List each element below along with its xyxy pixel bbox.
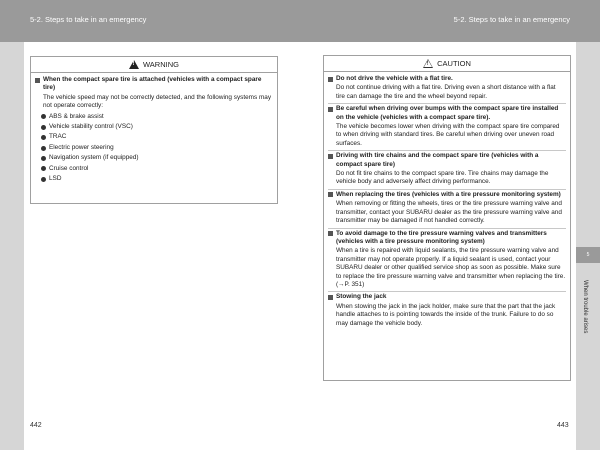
caution-item-title: Stowing the jack (328, 293, 566, 301)
caution-header (324, 56, 570, 72)
caution-item-title: Do not drive the vehicle with a flat tire. (328, 75, 566, 83)
warning-bullet: TRAC (35, 133, 273, 141)
warning-box (30, 56, 278, 204)
caution-item-text: When a tire is repaired with liquid sealants, the tire pressure warning valve and transmitter may not operate properly. If a liquid sealant is used, contact your SUBARU dealer or other qualified service shop as soon as possible. Make sure to replace the tire pressure warning valve and transmitter when replacing the tire. (→P. 351) (336, 247, 566, 288)
caution-item-text: The vehicle becomes lower when driving with the compact spare tire compared to when driving with standard tires. Be careful when driving over uneven road surfaces. (336, 123, 560, 147)
chapter-tab-label: When trouble arises (582, 280, 588, 334)
warning-body (31, 73, 277, 183)
warning-bullet: Vehicle stability control (VSC) (35, 123, 273, 131)
caution-body (324, 72, 570, 328)
bullet-dot-icon (41, 135, 46, 140)
caution-triangle-icon (423, 59, 433, 68)
square-bullet-icon (328, 77, 333, 82)
warning-heading: WARNING (143, 60, 179, 69)
left-header-title: 5-2. Steps to take in an emergency (30, 15, 147, 24)
warning-item-title: When the compact spare tire is attached (vehicles with a compact spare tire) (35, 76, 273, 93)
chapter-tab: 5 (576, 247, 600, 263)
square-bullet-icon (328, 192, 333, 197)
caution-divider (328, 228, 566, 229)
left-page-edge (0, 42, 24, 450)
bullet-dot-icon (41, 166, 46, 171)
warning-bullet: LSD (35, 175, 273, 183)
bullet-dot-icon (41, 114, 46, 119)
caution-item-title: Driving with tire chains and the compact spare tire (vehicles with a compact spare tire) (328, 152, 566, 169)
warning-item-text: The vehicle speed may not be correctly detected, and the following systems may not operate correctly: (43, 93, 272, 110)
right-page-number: 443 (557, 422, 569, 429)
caution-item-text: When stowing the jack in the jack holder, make sure that the part that the jack handle attaches to is pointing towards the inside of the trunk. Failure to do so may damage the vehicle body. (336, 302, 556, 327)
warning-triangle-icon (129, 60, 139, 69)
square-bullet-icon (328, 231, 333, 236)
caution-item-title: Be careful when driving over bumps with the compact spare tire installed on the vehicle (vehicles with a compact spare tire). (328, 105, 566, 122)
right-page-edge (576, 42, 600, 450)
square-bullet-icon (328, 107, 333, 112)
left-page-number: 442 (30, 422, 42, 429)
caution-box (323, 55, 571, 381)
square-bullet-icon (328, 154, 333, 159)
bullet-dot-icon (41, 146, 46, 151)
bullet-dot-icon (41, 125, 46, 130)
bullet-dot-icon (41, 177, 46, 182)
caution-item-title: When replacing the tires (vehicles with a tire pressure monitoring system) (328, 191, 566, 199)
warning-header (31, 57, 277, 73)
warning-bullet: Cruise control (35, 165, 273, 173)
caution-divider (328, 189, 566, 190)
caution-divider (328, 103, 566, 104)
caution-item-text: Do not continue driving with a flat tire. Driving even a short distance with a flat tire can damage the tire and the wheel beyond repair. (336, 84, 556, 100)
square-bullet-icon (35, 78, 40, 83)
caution-divider (328, 291, 566, 292)
warning-bullet: Navigation system (if equipped) (35, 154, 273, 162)
warning-bullet: Electric power steering (35, 144, 273, 152)
caution-heading: CAUTION (437, 59, 471, 68)
caution-item-text: Do not fit tire chains to the compact spare tire. Tire chains may damage the vehicle body and adversely affect driving performance. (336, 170, 549, 186)
warning-bullet: ABS & brake assist (35, 113, 273, 121)
right-header-title: 5-2. Steps to take in an emergency (453, 15, 570, 24)
page-header (0, 0, 600, 42)
caution-item-text: When removing or fitting the wheels, tires or the tire pressure warning valve and transmitter, contact your SUBARU dealer as the tire pressure warning valve and transmitter may be damaged if not handled correctly. (336, 200, 562, 225)
caution-item-title: To avoid damage to the tire pressure warning valves and transmitters (vehicles with a tire pressure monitoring system) (328, 230, 566, 247)
bullet-dot-icon (41, 156, 46, 161)
caution-divider (328, 150, 566, 151)
square-bullet-icon (328, 295, 333, 300)
